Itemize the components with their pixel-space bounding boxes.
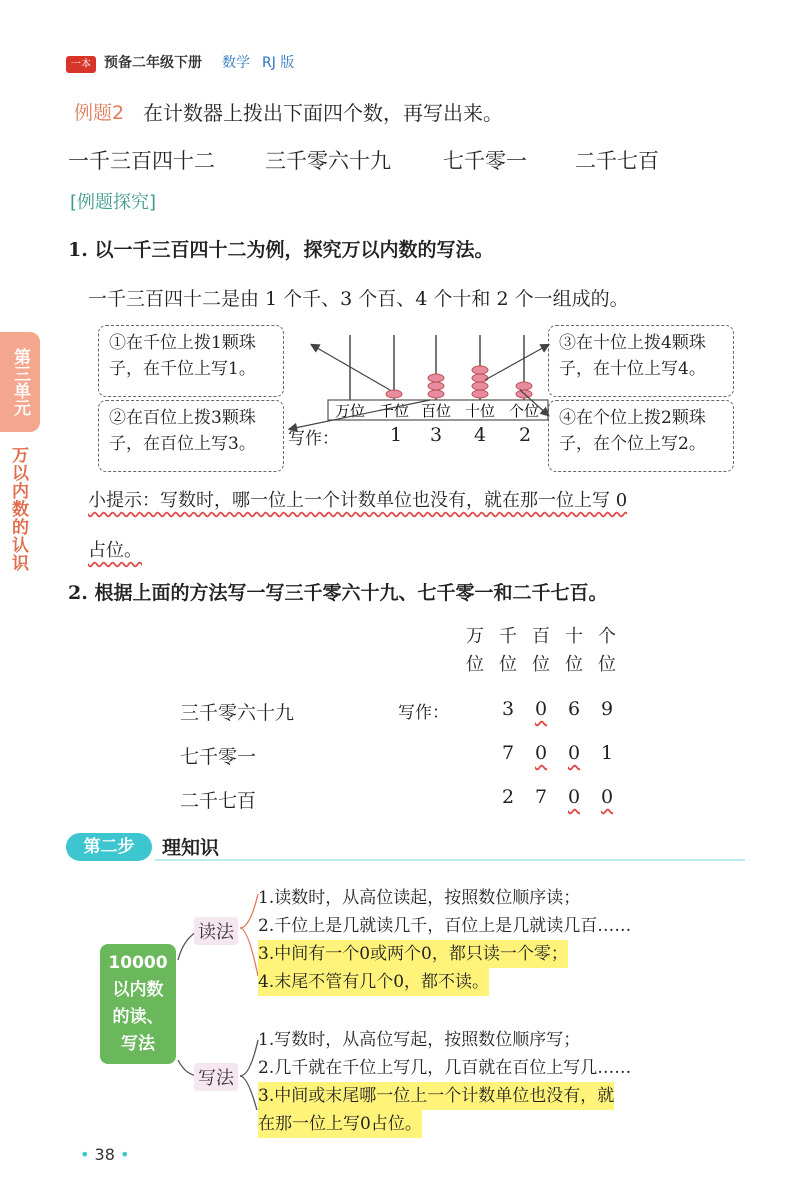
example-number: 三千零六十九 <box>265 149 391 173</box>
row-digit: 0 <box>600 786 614 808</box>
step-box-line: 子，在百位上写3。 <box>109 434 256 454</box>
step-box-line: ④在个位上拨2颗珠 <box>559 408 706 428</box>
question-1-title: 1. 以一千三百四十二为例，探究万以内数的写法。 <box>68 239 494 261</box>
column-head: 位 <box>499 654 517 675</box>
row-digit: 0 <box>534 742 548 764</box>
example-text: 在计数器上拨出下面四个数，再写出来。 <box>143 101 503 125</box>
question-2-title: 2. 根据上面的方法写一写三千零六十九、七千零一和二千七百。 <box>68 582 608 604</box>
write-rule-3: 3.中间或末尾哪一位上一个计数单位也没有，就 <box>258 1082 614 1110</box>
step-box-line: ①在千位上拨1颗珠 <box>109 333 256 353</box>
abacus-digit: 4 <box>473 424 487 446</box>
abacus-place-label: 万位 <box>334 402 366 420</box>
mindmap-center <box>100 944 176 1064</box>
column-head: 个 <box>598 626 616 647</box>
step-box-line: 子，在千位上写1。 <box>109 359 256 379</box>
row-digit: 0 <box>567 786 581 808</box>
abacus-place-label: 十位 <box>464 402 496 420</box>
write-rule-2: 2.几千就在千位上写几，几百就在百位上写几…… <box>258 1058 632 1078</box>
write-rule-4: 在那一位上写0占位。 <box>258 1110 422 1138</box>
row-label: 七千零一 <box>180 746 257 768</box>
step-box-line: ②在百位上拨3颗珠 <box>109 408 256 428</box>
row-digit: 6 <box>567 698 581 720</box>
abacus-digit: 3 <box>429 424 443 446</box>
column-head: 位 <box>565 654 583 675</box>
abacus-bead <box>386 390 402 398</box>
tip-line-2: 占位。 <box>88 540 142 561</box>
abacus-place-label: 个位 <box>508 402 540 420</box>
step-badge: 第二步 <box>66 833 152 861</box>
mindmap-center-line: 10000 <box>108 953 168 973</box>
column-head: 千 <box>499 626 517 647</box>
step-box-line: 子，在十位上写4。 <box>559 359 706 379</box>
abacus-place-label: 千位 <box>378 402 410 420</box>
page-number <box>80 1145 129 1164</box>
abacus-bead <box>428 382 444 390</box>
abacus-place-label: 百位 <box>420 402 452 420</box>
edition: RJ 版 <box>262 55 295 71</box>
step-title: 理知识 <box>162 837 220 859</box>
read-rule-4: 4.末尾不管有几个0，都不读。 <box>258 968 489 996</box>
row-digit: 7 <box>501 742 515 764</box>
subject: 数学 <box>222 55 250 71</box>
row-label: 二千七百 <box>180 790 257 812</box>
column-head: 位 <box>466 654 484 675</box>
step-box-2 <box>98 400 284 472</box>
column-head: 位 <box>532 654 550 675</box>
row-digit: 7 <box>534 786 548 808</box>
row-digit: 2 <box>501 786 515 808</box>
logo: 一本 <box>66 56 96 73</box>
abacus-digit: 2 <box>518 424 532 446</box>
row-digit: 3 <box>501 698 515 720</box>
abacus-bead <box>428 374 444 382</box>
mindmap-center-line: 以内数 <box>112 980 164 1000</box>
dot-icon: • <box>80 1145 95 1164</box>
example-number: 一千三百四十二 <box>68 149 215 173</box>
abacus-bead <box>516 382 532 390</box>
divider <box>155 859 745 861</box>
unit-title: 万以内数的认识 <box>8 446 28 572</box>
step-box-4 <box>548 400 734 472</box>
step-box-line: ③在十位上拨4颗珠 <box>559 333 706 353</box>
abacus-bead <box>472 390 488 398</box>
abacus-bead <box>472 382 488 390</box>
abacus-bead <box>472 366 488 374</box>
abacus-digit: 1 <box>389 424 403 446</box>
abacus-diagram <box>280 325 570 475</box>
column-head: 万 <box>466 626 484 647</box>
write-rule-1: 1.写数时，从高位写起，按照数位顺序写； <box>258 1030 581 1050</box>
abacus-bead <box>428 390 444 398</box>
page-number-text: 38 <box>94 1145 115 1164</box>
column-head: 十 <box>565 626 583 647</box>
book-title: 预备二年级下册 <box>104 55 202 71</box>
unit-tab: 第三单元 <box>0 332 40 432</box>
abacus-write-label: 写作： <box>288 429 339 449</box>
example-label: 例题2 <box>74 102 125 124</box>
branch-read: 读法 <box>194 917 238 945</box>
tip-line-1: 小提示：写数时，哪一位上一个计数单位也没有，就在那一位上写 0 <box>88 490 628 511</box>
step-box-1 <box>98 325 284 397</box>
read-rule-1: 1.读数时，从高位读起，按照数位顺序读； <box>258 888 581 908</box>
column-head: 百 <box>532 626 550 647</box>
composition-text: 一千三百四十二是由 1 个千、3 个百、4 个十和 2 个一组成的。 <box>88 288 629 310</box>
write-label: 写作： <box>398 703 449 723</box>
read-rule-3: 3.中间有一个0或两个0，都只读一个零； <box>258 940 568 968</box>
mindmap-center-line: 的读、 <box>112 1007 164 1027</box>
row-digit: 0 <box>534 698 548 720</box>
row-digit: 0 <box>567 742 581 764</box>
mindmap-center-line: 写法 <box>121 1034 155 1054</box>
row-digit: 1 <box>600 742 614 764</box>
column-head: 位 <box>598 654 616 675</box>
branch-write: 写法 <box>194 1063 238 1091</box>
abacus-bead <box>472 374 488 382</box>
example-number: 七千零一 <box>443 149 527 173</box>
row-digit: 9 <box>600 698 614 720</box>
step-box-3 <box>548 325 734 397</box>
example-number: 二千七百 <box>575 149 659 173</box>
explore-label: [例题探究] <box>70 192 157 213</box>
dot-icon: • <box>114 1145 130 1164</box>
read-rule-2: 2.千位上是几就读几千，百位上是几就读几百…… <box>258 916 632 936</box>
step-box-line: 子，在个位上写2。 <box>559 434 706 454</box>
row-label: 三千零六十九 <box>180 702 295 724</box>
